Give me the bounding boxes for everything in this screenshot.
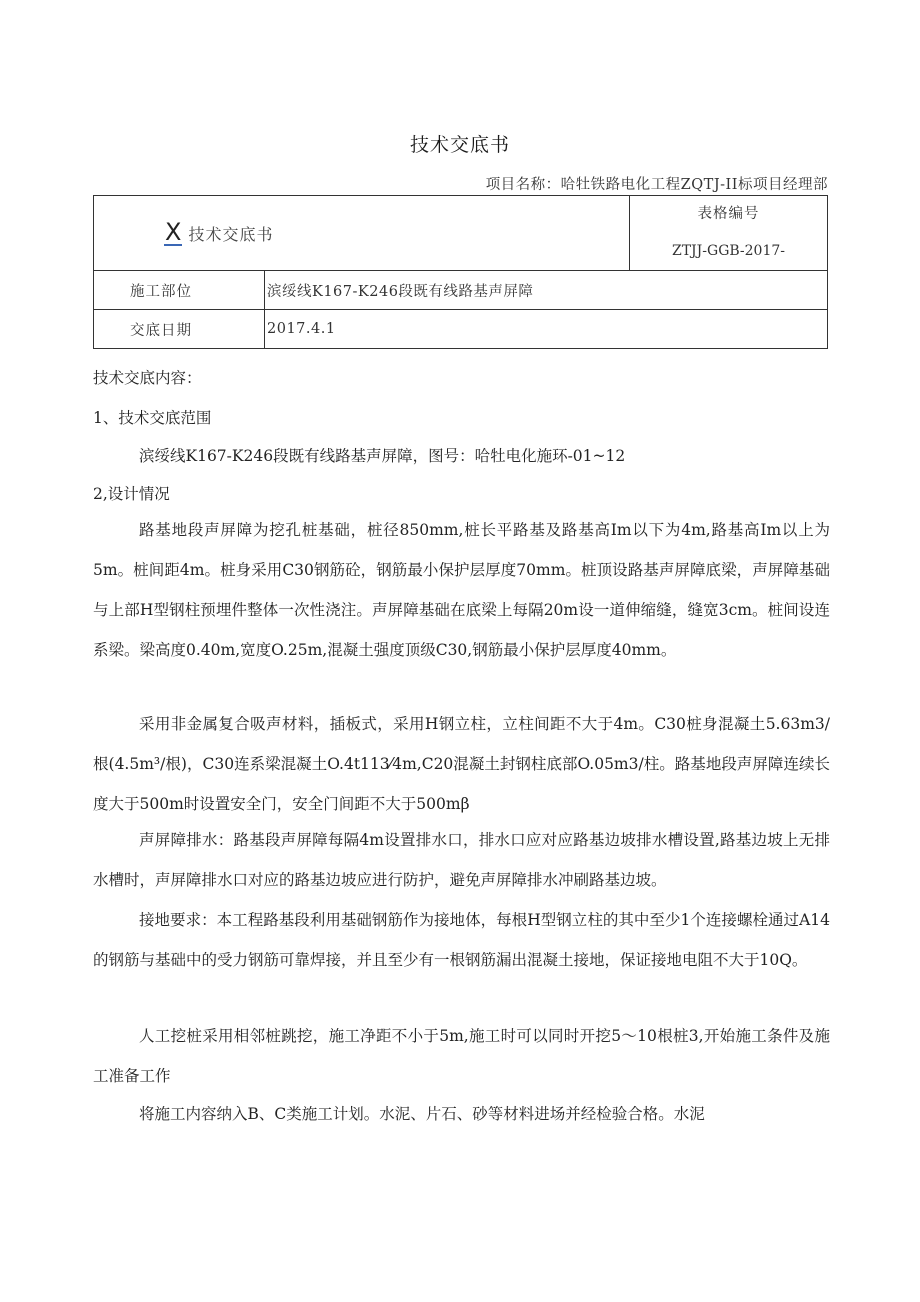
excavation-paragraph: 人工挖桩采用相邻桩跳挖，施工净距不小于5m,施工时可以同时开挖5～10根桩3,开始施工条件及施工准备工作 (93, 1027, 830, 1085)
document-title: 技术交底书 (409, 134, 510, 156)
site-label: 施工部位 (94, 271, 265, 310)
date-label: 交底日期 (94, 310, 265, 349)
content-heading: 技术交底内容： (93, 369, 202, 387)
document-type-cell (94, 196, 630, 271)
table-row (94, 271, 828, 310)
site-value: 滨绥线K167-K246段既有线路基声屏障 (265, 271, 828, 310)
design-paragraph-2: 采用非金属复合吸声材料，插板式，采用H钢立柱，立柱间距不大于4m。C30桩身混凝土5.63m3/根(4.5m³/根)，C30连系梁混凝土O.4t113⁄4m,C20混凝土封钢柱底部O.05m3/柱。路基地段声屏障连续长度大于500m时设置安全门，安全门间距不大于500mβ (93, 715, 830, 813)
type-label: 技术交底书 (188, 224, 274, 244)
grounding-paragraph: 接地要求：本工程路基段利用基础钢筋作为接地体，每根H型钢立柱的其中至少1个连接螺栓通过A14的钢筋与基础中的受力钢筋可靠焊接，并且至少有一根钢筋漏出混凝土接地，保证接地电阻不大于10Q。 (93, 911, 830, 969)
form-number-cell (630, 196, 828, 271)
design-paragraph-1: 路基地段声屏障为挖孔桩基础，桩径850mm,桩长平路基及路基高Im以下为4m,路基高Im以上为5m。桩间距4m。桩身采用C30钢筋砼，钢筋最小保护层厚度70mm。桩顶设路基声屏障底梁，声屏障基础与上部H型钢柱预埋件整体一次性浇注。声屏障基础在底梁上每隔20m设一道伸缩缝，缝宽3cm。桩间设连系梁。梁高度0.40m,宽度O.25m,混凝土强度顶级C30,钢筋最小保护层厚度40mm。 (93, 521, 830, 659)
document-type (164, 220, 629, 246)
preparation-paragraph: 将施工内容纳入B、C类施工计划。水泥、片石、砂等材料进场并经检验合格。水泥 (139, 1105, 705, 1123)
content-body (93, 366, 830, 1266)
form-number-value: ZTJJ-GGB-2017- (671, 242, 786, 259)
date-value: 2017.4.1 (265, 310, 828, 349)
drainage-paragraph: 声屏障排水：路基段声屏障每隔4m设置排水口，排水口应对应路基边坡排水槽设置,路基边坡上无排水槽时，声屏障排水口对应的路基边坡应进行防护，避免声屏障排水冲刷路基边坡。 (93, 831, 830, 889)
section1-text: 滨绥线K167-K246段既有线路基声屏障，图号：哈牡电化施环-01~12 (139, 447, 626, 465)
table-row (94, 310, 828, 349)
section2-title: 2,设计情况 (93, 485, 170, 503)
project-name: 项目名称：哈牡铁路电化工程ZQTJ-II标项目经理部 (485, 177, 828, 193)
type-checkmark: X (165, 218, 182, 246)
header-table (93, 195, 828, 349)
section1-title: 1、技术交底范围 (93, 409, 212, 427)
table-row (94, 196, 828, 271)
form-number-label: 表格编号 (697, 205, 760, 222)
